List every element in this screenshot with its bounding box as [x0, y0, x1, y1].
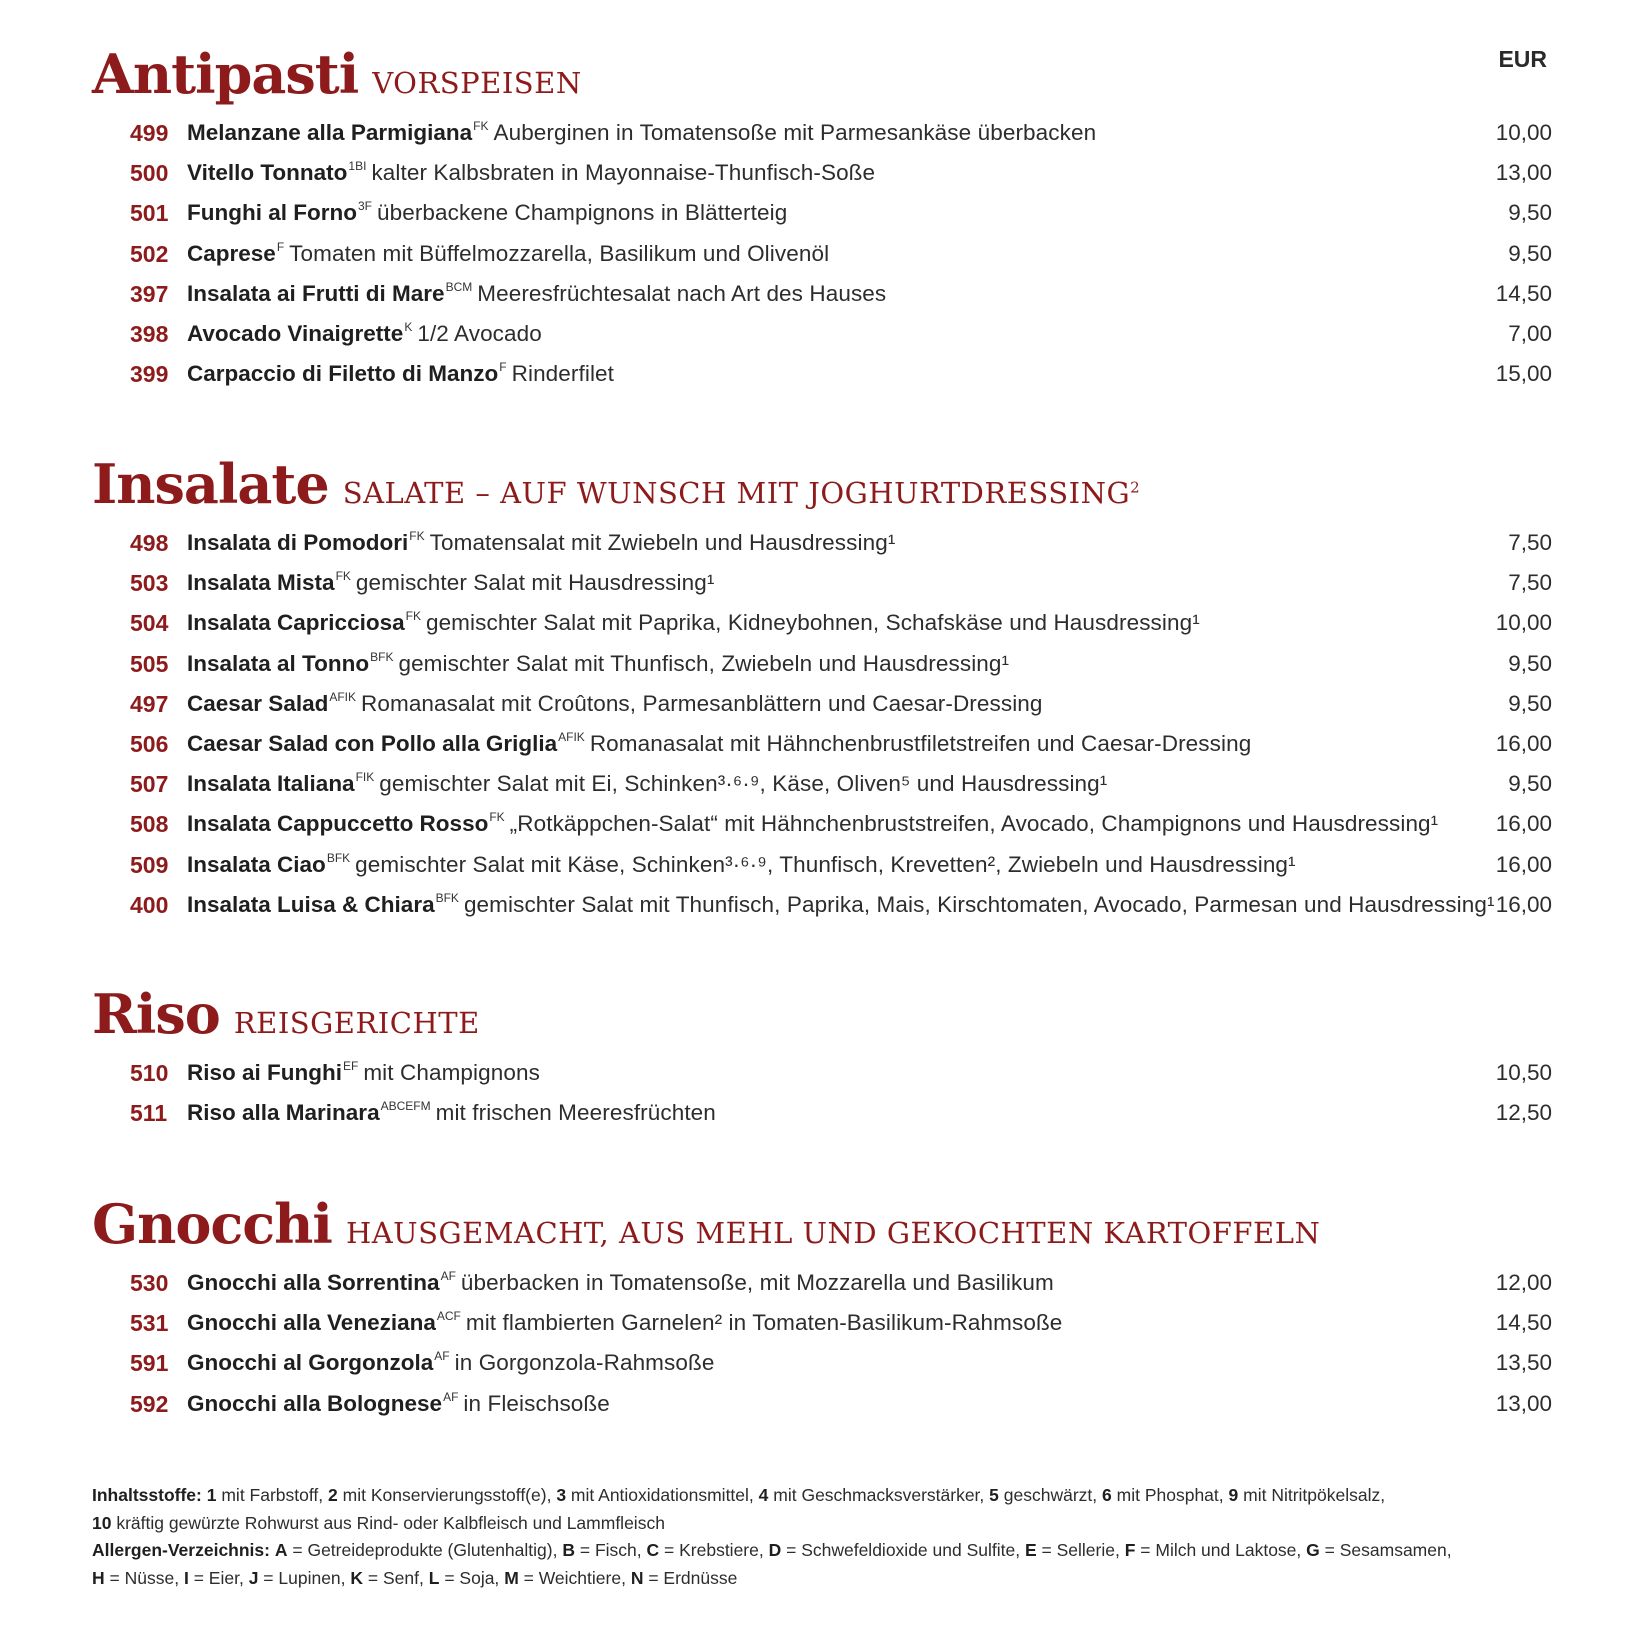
item-allergen-codes: FK: [489, 810, 505, 825]
item-text: [187, 644, 1009, 687]
item-name: Melanzane alla Parmigiana: [187, 120, 473, 145]
item-number: 506: [130, 730, 169, 757]
allergen-text: = Weichtiere,: [523, 1567, 626, 1588]
item-description: gemischter Salat mit Thunfisch, Paprika, Mais, Kirschtomaten, Avocado, Parmesan und Hausdressing¹: [463, 891, 1495, 917]
item-allergen-codes: 3F: [357, 199, 372, 214]
item-text: [187, 314, 542, 357]
section-header: [92, 42, 1552, 108]
item-name: Vitello Tonnato: [187, 160, 348, 186]
menu-item: [92, 354, 1552, 394]
item-text: [187, 1093, 716, 1136]
ingredient-code: 4: [758, 1485, 769, 1505]
item-price: 10,00: [1495, 120, 1552, 145]
item-name: Insalata Capricciosa: [187, 610, 405, 636]
item-allergen-codes: FK: [409, 529, 425, 543]
item-text: [187, 1053, 540, 1096]
item-name: Funghi al Forno: [187, 200, 357, 226]
item-number: 509: [130, 851, 169, 878]
menu-item: [92, 603, 1552, 643]
item-name: Insalata Ciao: [187, 851, 326, 877]
item-number: 497: [130, 690, 169, 717]
item-description: gemischter Salat mit Thunfisch, Zwiebeln und Hausdressing¹: [398, 650, 1010, 676]
allergen-code: L: [428, 1567, 440, 1588]
allergen-text: = Milch und Laktose,: [1140, 1540, 1302, 1560]
item-name: Insalata Italiana: [187, 771, 355, 797]
item-description: kalter Kalbsbraten in Mayonnaise-Thunfisch-Soße: [371, 160, 876, 186]
item-text: [187, 804, 1438, 847]
item-allergen-codes: F: [276, 239, 285, 254]
item-description: Rinderfilet: [511, 361, 615, 387]
item-number: 505: [130, 650, 169, 677]
ingredient-code: 6: [1102, 1485, 1112, 1505]
ingredient-text: mit Geschmacksverstärker,: [773, 1485, 985, 1505]
item-price: 16,00: [1495, 851, 1552, 877]
menu-item: [92, 845, 1552, 885]
item-allergen-codes: FIK: [355, 770, 375, 785]
item-price: 16,00: [1495, 891, 1552, 917]
menu-item: [92, 1343, 1552, 1383]
item-description: gemischter Salat mit Ei, Schinken³·⁶·⁹, Käse, Oliven⁵ und Hausdressing¹: [379, 771, 1108, 797]
item-description: „Rotkäppchen-Salat“ mit Hähnchenbruststreifen, Avocado, Champignons und Hausdressing¹: [509, 811, 1439, 837]
section-subtitle: HAUSGEMACHT, AUS MEHL UND GEKOCHTEN KARTOFFELN: [345, 1216, 1321, 1250]
item-number: 504: [130, 610, 169, 637]
item-description: Romanasalat mit Hähnchenbrustfiletstreifen und Caesar-Dressing: [589, 730, 1252, 756]
item-name: Riso alla Marinara: [187, 1100, 380, 1126]
section-title: Insalate: [92, 452, 329, 516]
menu-item-list: [92, 1263, 1552, 1424]
allergen-text: = Eier,: [193, 1567, 244, 1588]
item-text: [187, 153, 875, 196]
item-number: 510: [130, 1060, 169, 1086]
item-number: 399: [130, 361, 169, 388]
item-price: 13,00: [1495, 1390, 1552, 1416]
item-allergen-codes: BFK: [370, 649, 394, 664]
item-text: [187, 274, 886, 317]
item-price: 9,50: [1508, 200, 1552, 226]
item-price: 16,00: [1495, 730, 1552, 756]
ingredient-text: mit Nitritpökelsalz,: [1243, 1485, 1386, 1505]
menu-item: [92, 563, 1552, 603]
ingredient-text: mit Farbstoff,: [221, 1485, 324, 1505]
item-description: überbackene Champignons in Blätterteig: [377, 200, 788, 226]
item-allergen-codes: AFIK: [329, 689, 357, 704]
ingredient-code: 1: [206, 1485, 217, 1505]
item-allergen-codes: AFIK: [558, 729, 585, 744]
item-text: [187, 113, 1096, 156]
allergen-text: = Erdnüsse: [648, 1567, 738, 1588]
item-name: Gnocchi alla Bolognese: [187, 1390, 443, 1416]
section-gnocchi: [92, 1192, 1552, 1424]
item-allergen-codes: BFK: [326, 850, 351, 865]
item-name: Insalata Luisa & Chiara: [187, 891, 435, 917]
item-allergen-codes: BFK: [435, 890, 459, 905]
item-price: 15,00: [1495, 361, 1552, 387]
item-text: [187, 885, 1495, 928]
item-price: 9,50: [1508, 690, 1552, 716]
allergen-code: A: [274, 1540, 288, 1560]
section-header: [92, 1192, 1552, 1258]
item-price: 13,00: [1495, 160, 1552, 186]
ingredient-text: mit Antioxidationsmittel,: [570, 1485, 754, 1505]
item-price: 9,50: [1508, 240, 1552, 266]
item-text: [187, 1384, 610, 1427]
allergen-code: H: [92, 1567, 105, 1588]
allergen-code: B: [562, 1540, 575, 1560]
item-name: Caprese: [187, 240, 276, 266]
ingredient-text: mit Phosphat,: [1116, 1485, 1224, 1505]
item-text: [187, 563, 714, 606]
item-name: Caesar Salad con Pollo alla Griglia: [187, 730, 558, 756]
item-text: [187, 1263, 1054, 1306]
item-allergen-codes: FK: [473, 119, 489, 133]
ingredient-code: 5: [989, 1485, 999, 1505]
item-number: 508: [130, 811, 169, 838]
item-number: 503: [130, 570, 169, 597]
allergen-text: = Sellerie,: [1041, 1540, 1120, 1560]
item-allergen-codes: AF: [440, 1269, 456, 1283]
allergen-code: M: [504, 1567, 519, 1588]
item-description: mit flambierten Garnelen² in Tomaten-Basilikum-Rahmsoße: [465, 1310, 1063, 1336]
menu-item: [92, 644, 1552, 684]
item-text: [187, 764, 1107, 807]
item-allergen-codes: FK: [405, 609, 421, 624]
item-text: [187, 603, 1200, 646]
allergen-code: K: [350, 1567, 364, 1588]
allergen-text: = Fisch,: [579, 1540, 642, 1560]
item-number: 591: [130, 1350, 169, 1377]
allergen-code: E: [1024, 1540, 1037, 1560]
item-name: Carpaccio di Filetto di Manzo: [187, 361, 499, 387]
item-allergen-codes: EF: [343, 1059, 359, 1073]
ingredient-text: kräftig gewürzte Rohwurst aus Rind- oder Kalbfleisch und Lammfleisch: [116, 1512, 665, 1533]
allergen-text: = Soja,: [444, 1567, 500, 1588]
item-description: gemischter Salat mit Käse, Schinken³·⁶·⁹, Thunfisch, Krevetten², Zwiebeln und Hausdressing¹: [355, 851, 1296, 877]
ingredient-text: geschwärzt,: [1003, 1485, 1098, 1505]
item-text: [187, 845, 1296, 888]
item-number: 398: [130, 320, 169, 347]
section-title: Antipasti: [92, 42, 359, 106]
item-name: Insalata al Tonno: [187, 650, 370, 676]
item-name: Insalata ai Frutti di Mare: [187, 280, 445, 306]
item-price: 14,50: [1495, 1310, 1552, 1336]
item-number: 501: [130, 200, 169, 227]
menu-item: [92, 523, 1552, 563]
item-description: Romanasalat mit Croûtons, Parmesanblättern und Caesar-Dressing: [361, 690, 1043, 716]
item-number: 511: [130, 1100, 168, 1127]
item-number: 400: [130, 891, 169, 918]
allergen-code: C: [646, 1540, 660, 1560]
item-description: in Fleischsoße: [463, 1390, 610, 1416]
section-subtitle: VORSPEISEN: [372, 66, 582, 100]
item-number: 502: [130, 240, 169, 267]
item-number: 592: [130, 1390, 169, 1417]
item-text: [187, 354, 614, 397]
item-name: Insalata di Pomodori: [187, 530, 409, 555]
item-description: Tomaten mit Büffelmozzarella, Basilikum und Olivenöl: [289, 240, 830, 266]
menu-item: [92, 113, 1552, 153]
section-antipasti: [92, 42, 1552, 394]
menu-item: [92, 885, 1552, 925]
section-subtitle: REISGERICHTE: [233, 1006, 480, 1040]
section-header: [92, 982, 1552, 1048]
item-number: 397: [130, 280, 169, 307]
ingredients-label: Inhaltsstoffe:: [92, 1485, 202, 1505]
ingredients-list: [92, 1482, 1512, 1537]
menu-item: [92, 1384, 1552, 1424]
item-allergen-codes: ACF: [436, 1309, 461, 1324]
item-text: [187, 193, 787, 236]
allergen-code: J: [248, 1567, 259, 1588]
menu-item: [92, 193, 1552, 233]
item-description: 1/2 Avocado: [417, 320, 542, 346]
item-price: 14,50: [1495, 280, 1552, 306]
allergen-text: = Lupinen,: [263, 1567, 346, 1588]
item-price: 9,50: [1508, 650, 1552, 676]
item-price: 12,00: [1495, 1270, 1552, 1295]
ingredient-code: 10: [92, 1512, 112, 1533]
ingredient-code: 2: [328, 1485, 338, 1505]
item-price: 12,50: [1495, 1100, 1552, 1126]
menu-item: [92, 153, 1552, 193]
item-price: 7,50: [1508, 530, 1552, 555]
currency-label: EUR: [1498, 46, 1547, 72]
item-text: [187, 234, 829, 277]
section-riso: [92, 982, 1552, 1133]
section-title: Riso: [92, 982, 220, 1046]
item-description: in Gorgonzola-Rahmsoße: [454, 1350, 715, 1376]
item-description: gemischter Salat mit Paprika, Kidneybohnen, Schafskäse und Hausdressing¹: [425, 610, 1200, 636]
menu-item: [92, 764, 1552, 804]
item-number: 498: [130, 530, 169, 556]
item-price: 13,50: [1495, 1350, 1552, 1376]
allergen-code: N: [630, 1567, 644, 1588]
footer-notes: [92, 1482, 1512, 1592]
allergen-text: = Sesamsamen,: [1324, 1540, 1452, 1560]
menu-item-list: [92, 1053, 1552, 1133]
section-subtitle: SALATE – AUF WUNSCH MIT JOGHURTDRESSING$^2$: [342, 476, 1141, 510]
ingredient-code: 9: [1228, 1485, 1239, 1505]
menu-item: [92, 1263, 1552, 1303]
item-allergen-codes: 1BI: [348, 159, 367, 174]
item-name: Riso ai Funghi: [187, 1060, 342, 1085]
item-allergen-codes: FK: [335, 569, 351, 584]
item-number: 530: [130, 1270, 169, 1296]
section-header: [92, 452, 1552, 518]
item-name: Insalata Cappuccetto Rosso: [187, 811, 489, 837]
item-number: 499: [130, 120, 169, 146]
menu-item: [92, 724, 1552, 764]
ingredient-text: mit Konservierungsstoff(e),: [342, 1485, 552, 1505]
item-name: Avocado Vinaigrette: [187, 320, 404, 346]
item-description: Auberginen in Tomatensoße mit Parmesankäse überbacken: [493, 120, 1097, 145]
allergen-text: = Nüsse,: [109, 1567, 180, 1588]
item-description: gemischter Salat mit Hausdressing¹: [355, 570, 715, 596]
item-allergen-codes: AF: [434, 1349, 450, 1364]
allergen-text: = Getreideprodukte (Glutenhaltig),: [292, 1540, 558, 1560]
menu-item: [92, 1053, 1552, 1093]
item-price: 10,50: [1495, 1060, 1552, 1085]
menu-item: [92, 234, 1552, 274]
menu-item: [92, 1303, 1552, 1343]
section-insalate: [92, 452, 1552, 925]
menu-item: [92, 1093, 1552, 1133]
item-description: Meeresfrüchtesalat nach Art des Hauses: [477, 280, 887, 306]
section-subtitle-footnote: 2: [1130, 478, 1141, 497]
menu-item: [92, 684, 1552, 724]
item-number: 507: [130, 771, 169, 798]
allergen-code: G: [1306, 1540, 1320, 1560]
item-price: 10,00: [1495, 610, 1552, 636]
allergen-text: = Schwefeldioxide und Sulfite,: [786, 1540, 1021, 1560]
item-name: Gnocchi alla Sorrentina: [187, 1270, 440, 1295]
item-text: [187, 684, 1043, 727]
menu-item: [92, 314, 1552, 354]
item-name: Insalata Mista: [187, 570, 335, 596]
item-allergen-codes: AF: [443, 1389, 459, 1404]
allergen-code: I: [183, 1567, 189, 1588]
menu-item: [92, 804, 1552, 844]
item-allergen-codes: BCM: [445, 279, 473, 294]
item-text: [187, 1303, 1062, 1346]
item-price: 9,50: [1508, 771, 1552, 797]
allergen-text: = Senf,: [367, 1567, 424, 1588]
item-text: [187, 1343, 714, 1386]
item-number: 531: [130, 1310, 169, 1337]
item-description: überbacken in Tomatensoße, mit Mozzarella und Basilikum: [460, 1270, 1054, 1295]
section-title: Gnocchi: [92, 1192, 332, 1256]
item-price: 16,00: [1495, 811, 1552, 837]
allergens-list: [92, 1537, 1512, 1592]
ingredient-code: 3: [556, 1485, 567, 1505]
menu-item: [92, 274, 1552, 314]
item-allergen-codes: ABCEFM: [380, 1099, 431, 1114]
item-name: Caesar Salad: [187, 690, 329, 716]
allergen-code: F: [1124, 1540, 1136, 1560]
item-allergen-codes: F: [499, 360, 507, 375]
item-price: 7,50: [1508, 570, 1552, 596]
allergen-text: = Krebstiere,: [664, 1540, 764, 1560]
item-name: Gnocchi alla Veneziana: [187, 1310, 436, 1336]
allergen-code: D: [768, 1540, 782, 1560]
item-allergen-codes: K: [404, 319, 413, 334]
item-price: 7,00: [1508, 320, 1552, 346]
item-name: Gnocchi al Gorgonzola: [187, 1350, 434, 1376]
allergens-label: Allergen-Verzeichnis:: [92, 1540, 270, 1560]
item-description: Tomatensalat mit Zwiebeln und Hausdressing¹: [429, 530, 896, 555]
item-number: 500: [130, 160, 169, 187]
item-description: mit frischen Meeresfrüchten: [435, 1100, 716, 1126]
item-text: [187, 523, 895, 566]
item-text: [187, 724, 1251, 767]
item-description: mit Champignons: [363, 1060, 540, 1085]
menu-item-list: [92, 113, 1552, 394]
menu-item-list: [92, 523, 1552, 925]
